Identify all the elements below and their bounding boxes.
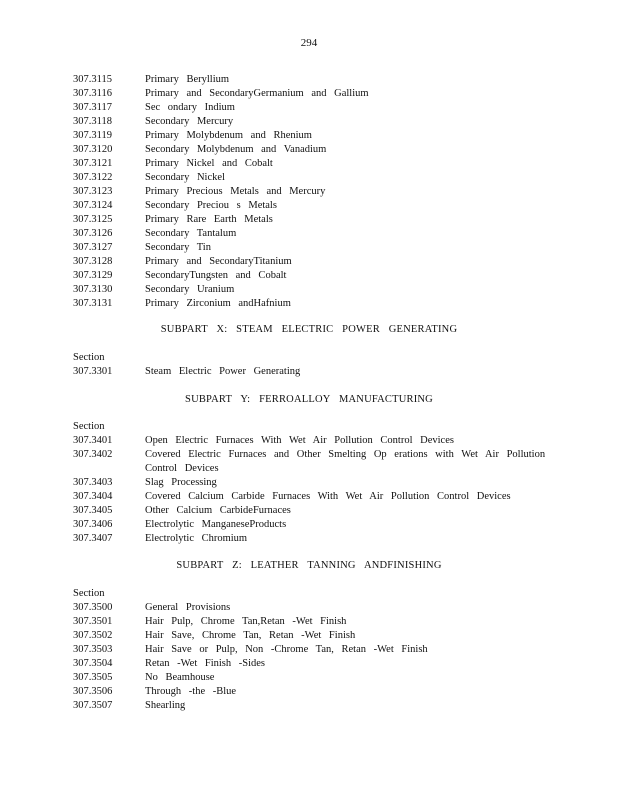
subpart-z-heading: SUBPART Z: LEATHER TANNING ANDFINISHING: [176, 560, 442, 571]
list-item: [73, 269, 553, 283]
section-title: Shearling: [145, 700, 186, 711]
section-title: Electrolytic Chromium: [145, 533, 248, 544]
list-item: [73, 448, 553, 476]
section-title: Secondary Preciou s Metals: [145, 200, 277, 211]
list-item: [73, 199, 553, 213]
section-title: Primary Nickel and Cobalt: [145, 158, 273, 169]
list-item: [73, 115, 553, 129]
section-number: 307.3118: [73, 116, 112, 127]
section-number: 307.3506: [73, 686, 113, 697]
list-item: [73, 213, 553, 227]
list-item: [73, 615, 553, 629]
section-title: Secondary Tantalum: [145, 228, 237, 239]
list-item: [73, 283, 553, 297]
section-title: Covered Electric Furnaces and Other Smelting Op erations with Wet Air Pollution Control Devices: [145, 449, 546, 474]
subpart-x-heading: SUBPART X: STEAM ELECTRIC POWER GENERATING: [160, 324, 458, 335]
section-number: 307.3126: [73, 228, 113, 239]
section-title: Primary and SecondaryTitanium: [145, 256, 292, 267]
section-number: 307.3120: [73, 144, 113, 155]
page-number: 294: [300, 37, 318, 49]
section-title: Electrolytic ManganeseProducts: [145, 519, 287, 530]
section-number: 307.3404: [73, 491, 113, 502]
list-item: [73, 490, 553, 504]
subpart-x-section-list: [73, 351, 553, 379]
section-title: Secondary Nickel: [145, 172, 225, 183]
section-title: SecondaryTungsten and Cobalt: [145, 270, 287, 281]
section-number: 307.3130: [73, 284, 113, 295]
section-number: 307.3503: [73, 644, 113, 655]
section-number: 307.3402: [73, 449, 113, 460]
subpart-z-section-list: [73, 587, 553, 713]
list-item: [73, 699, 553, 713]
section-number: 307.3128: [73, 256, 113, 267]
section-title: Covered Calcium Carbide Furnaces With Wet Air Pollution Control Devices: [145, 491, 511, 502]
list-item: [73, 434, 553, 448]
list-item: [73, 504, 553, 518]
section-number: 307.3117: [73, 102, 112, 113]
section-number: 307.3116: [73, 88, 112, 99]
section-title: Primary and SecondaryGermanium and Gallium: [145, 88, 369, 99]
section-number: 307.3403: [73, 477, 113, 488]
section-number: 307.3121: [73, 158, 113, 169]
list-item: [73, 73, 553, 87]
section-title: Primary Beryllium: [145, 74, 230, 85]
section-number: 307.3119: [73, 130, 112, 141]
list-item: [73, 365, 553, 379]
list-item: [73, 601, 553, 615]
section-column-label: Section: [73, 352, 105, 363]
section-title: Other Calcium CarbideFurnaces: [145, 505, 291, 516]
list-item: [73, 532, 553, 546]
section-number: 307.3401: [73, 435, 113, 446]
list-item: [73, 241, 553, 255]
list-item: [73, 297, 553, 311]
list-item: [73, 171, 553, 185]
section-title: Primary Rare Earth Metals: [145, 214, 273, 225]
section-number: 307.3131: [73, 298, 113, 309]
section-number: 307.3507: [73, 700, 113, 711]
section-number: 307.3504: [73, 658, 113, 669]
section-title: General Provisions: [145, 602, 231, 613]
section-number: 307.3301: [73, 366, 113, 377]
section-title: Open Electric Furnaces With Wet Air Pollution Control Devices: [145, 435, 454, 446]
list-item: [73, 185, 553, 199]
list-item: [73, 87, 553, 101]
section-number: 307.3502: [73, 630, 113, 641]
section-title: Hair Pulp, Chrome Tan,Retan -Wet Finish: [145, 616, 347, 627]
section-title: Primary Precious Metals and Mercury: [145, 186, 326, 197]
section-number: 307.3127: [73, 242, 113, 253]
section-title: Steam Electric Power Generating: [145, 366, 301, 377]
section-number: 307.3407: [73, 533, 113, 544]
list-item: [73, 143, 553, 157]
section-number: 307.3406: [73, 519, 113, 530]
list-item: [73, 255, 553, 269]
list-item: [73, 671, 553, 685]
section-number: 307.3500: [73, 602, 113, 613]
section-number: 307.3123: [73, 186, 113, 197]
section-title: No Beamhouse: [145, 672, 215, 683]
section-title: Secondary Tin: [145, 242, 211, 253]
section-title: Secondary Uranium: [145, 284, 235, 295]
list-item: [73, 129, 553, 143]
list-item: [73, 157, 553, 171]
section-title: Secondary Mercury: [145, 116, 234, 127]
section-title: Hair Save or Pulp, Non -Chrome Tan, Retan -Wet Finish: [145, 644, 428, 655]
list-item: [73, 643, 553, 657]
section-number: 307.3115: [73, 74, 112, 85]
list-item: [73, 227, 553, 241]
list-item: [73, 101, 553, 115]
section-number: 307.3505: [73, 672, 113, 683]
section-number: 307.3125: [73, 214, 113, 225]
section-title: Secondary Molybdenum and Vanadium: [145, 144, 327, 155]
section-title: Slag Processing: [145, 477, 217, 488]
section-list-primary-secondary-metals: [73, 73, 553, 311]
section-title: Primary Zirconium andHafnium: [145, 298, 291, 309]
section-title: Primary Molybdenum and Rhenium: [145, 130, 312, 141]
section-title: Retan -Wet Finish -Sides: [145, 658, 266, 669]
section-title: Hair Save, Chrome Tan, Retan -Wet Finish: [145, 630, 356, 641]
subpart-y-section-list: [73, 420, 553, 546]
section-title: Sec ondary Indium: [145, 102, 235, 113]
list-item: [73, 657, 553, 671]
section-number: 307.3129: [73, 270, 113, 281]
section-column-label: Section: [73, 588, 105, 599]
subpart-y-heading: SUBPART Y: FERROALLOY MANUFACTURING: [185, 394, 433, 405]
list-item: [73, 518, 553, 532]
section-title: Through -the -Blue: [145, 686, 237, 697]
section-number: 307.3122: [73, 172, 113, 183]
section-number: 307.3124: [73, 200, 113, 211]
list-item: [73, 685, 553, 699]
list-item: [73, 476, 553, 490]
section-number: 307.3405: [73, 505, 113, 516]
section-number: 307.3501: [73, 616, 113, 627]
section-column-label: Section: [73, 421, 105, 432]
list-item: [73, 629, 553, 643]
